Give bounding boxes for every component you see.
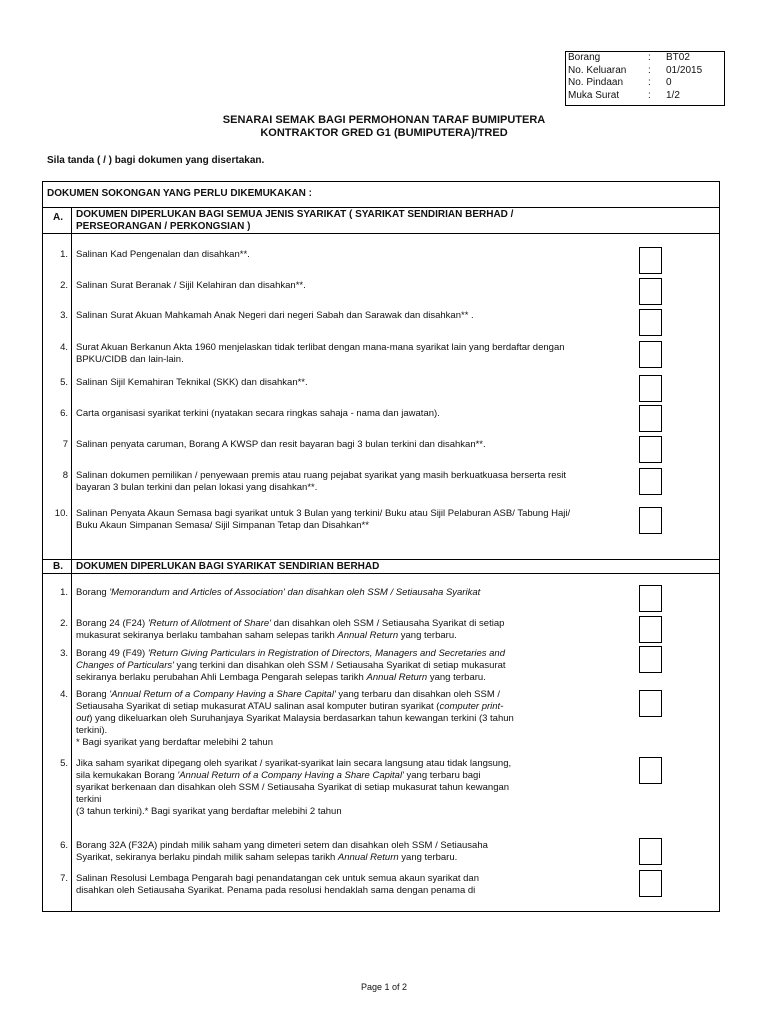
- checkbox[interactable]: [639, 838, 662, 865]
- section-a-header-line-2: PERSEORANGAN / PERKONGSIAN ): [76, 221, 251, 232]
- form-info-row: [568, 90, 702, 103]
- form-info-box: [565, 51, 725, 106]
- main-header: DOKUMEN SOKONGAN YANG PERLU DIKEMUKAKAN :: [47, 188, 313, 199]
- checkbox[interactable]: [639, 278, 662, 305]
- section-a-header-line-1: DOKUMEN DIPERLUKAN BAGI SEMUA JENIS SYARIKAT ( SYARIKAT SENDIRIAN BERHAD /: [76, 209, 514, 220]
- form-info-value: BT02: [666, 52, 690, 63]
- item-text: Salinan dokumen pemilikan / penyewaan premis atau ruang pejabat syarikat yang masih berkuatkuasa berserta resit bayaran 3 bulan terkini dan pelan lokasi yang disahkan**.: [76, 470, 567, 493]
- item-text: Salinan penyata caruman, Borang A KWSP dan resit bayaran bagi 3 bulan terkini dan disahkan**.: [76, 439, 486, 450]
- page-footer: Page 1 of 2: [360, 982, 408, 992]
- row-divider: [42, 207, 720, 208]
- item-number: 6.: [60, 408, 68, 419]
- item-number: 6.: [60, 840, 68, 851]
- form-info-key: No. Keluaran: [568, 64, 627, 76]
- form-info-key: Borang: [568, 52, 601, 63]
- form-info-sep: :: [648, 90, 651, 102]
- item-number: 3.: [60, 648, 68, 659]
- item-text: Carta organisasi syarikat terkini (nyatakan secara ringkas sahaja - nama dan jawatan).: [76, 408, 440, 419]
- item-text: Borang 'Annual Return of a Company Having a Share Capital' yang terbaru dan disahkan oleh SSM / Setiausaha Syarikat di setiap mukasurat ATAU salinan asal komputer butiran syarikat (computer print- out) yang dikeluarkan oleh Suruhanjaya Syarikat Malaysia berdasarkan tahun kewangan terkini (3 tahun terkini). * Bagi syarikat yang berdaftar melebihi 2 tahun: [76, 689, 514, 748]
- checkbox[interactable]: [639, 247, 662, 274]
- checkbox[interactable]: [639, 405, 662, 432]
- checkbox[interactable]: [639, 585, 662, 612]
- item-text: Salinan Sijil Kemahiran Teknikal (SKK) dan disahkan**.: [76, 377, 308, 388]
- form-info-table: [568, 52, 702, 103]
- item-text: Borang 49 (F49) 'Return Giving Particulars in Registration of Directors, Managers and Secretaries and Changes of Particulars' yang terkini dan disahkan oleh SSM / Setiausaha Syarikat di setiap mukasurat sekiranya berlaku perubahan Ahli Lembaga Pengarah selepas tarikh Annual Return yang terbaru.: [76, 648, 506, 683]
- section-b-letter: B.: [53, 561, 63, 572]
- title-line-2: KONTRAKTOR GRED G1 (BUMIPUTERA)/TRED: [260, 127, 508, 139]
- item-text: Borang 32A (F32A) pindah milik saham yang dimeteri setem dan disahkan oleh SSM / Setiausaha Syarikat, sekiranya berlaku pindah milik saham selepas tarikh Annual Return yang terbaru.: [76, 840, 488, 863]
- form-info-key: No. Pindaan: [568, 77, 624, 89]
- item-number: 5.: [60, 758, 68, 769]
- section-a-letter: A.: [53, 212, 63, 223]
- row-divider: [42, 559, 720, 560]
- item-number: 4.: [60, 689, 68, 700]
- checkbox[interactable]: [639, 375, 662, 402]
- item-number: 2.: [60, 280, 68, 291]
- form-info-value: 1/2: [666, 90, 680, 102]
- title-line-1: SENARAI SEMAK BAGI PERMOHONAN TARAF BUMIPUTERA: [222, 114, 546, 126]
- item-text: Salinan Resolusi Lembaga Pengarah bagi penandatangan cek untuk semua akaun syarikat dan disahkan oleh Setiausaha Syarikat. Penama pada resolusi hendaklah sama dengan penama di: [76, 873, 479, 896]
- item-text: Salinan Penyata Akaun Semasa bagi syarikat untuk 3 Bulan yang terkini/ Buku atau Sijil Pelaburan ASB/ Tabung Haji/ Buku Akaun Simpanan Semasa/ Sijil Simpanan Tetap dan Disahkan**: [76, 508, 571, 531]
- section-a-header: [76, 209, 513, 233]
- item-number: 1.: [60, 587, 68, 598]
- item-text: Salinan Kad Pengenalan dan disahkan**.: [76, 249, 250, 260]
- column-divider: [71, 208, 72, 912]
- row-divider: [42, 233, 720, 234]
- checkbox[interactable]: [639, 309, 662, 336]
- form-info-row: [568, 77, 702, 90]
- checkbox[interactable]: [639, 757, 662, 784]
- checkbox[interactable]: [639, 507, 662, 534]
- item-text: Borang 24 (F24) 'Return of Allotment of Share' dan disahkan oleh SSM / Setiausaha Syarikat di setiap mukasurat sekiranya berlaku tambahan saham selepas tarikh Annual Return yang terbaru.: [76, 618, 505, 641]
- item-number: 7: [62, 439, 68, 450]
- item-number: 7.: [60, 873, 68, 884]
- form-info-value: 0: [666, 77, 672, 89]
- page-title: [0, 114, 768, 140]
- item-number: 3.: [60, 310, 68, 321]
- checkbox[interactable]: [639, 436, 662, 463]
- form-info-row: [568, 65, 702, 78]
- checkbox[interactable]: [639, 646, 662, 673]
- form-info-key: Muka Surat: [568, 90, 620, 102]
- checkbox[interactable]: [639, 468, 662, 495]
- item-number: 4.: [60, 342, 68, 353]
- checkbox[interactable]: [639, 341, 662, 368]
- form-info-value: 01/2015: [666, 64, 703, 76]
- item-text: Surat Akuan Berkanun Akta 1960 menjelaskan tidak terlibat dengan mana-mana syarikat lain yang berdaftar dengan BPKU/CIDB dan lain-lain.: [76, 342, 565, 365]
- checkbox[interactable]: [639, 616, 662, 643]
- item-number: 2.: [60, 618, 68, 629]
- form-info-sep: :: [648, 52, 651, 63]
- row-divider: [42, 573, 720, 574]
- item-number: 10.: [54, 508, 68, 519]
- form-info-sep: :: [648, 64, 651, 76]
- form-info-sep: :: [648, 77, 651, 89]
- checkbox[interactable]: [639, 870, 662, 897]
- item-number: 5.: [60, 377, 68, 388]
- item-text: Salinan Surat Akuan Mahkamah Anak Negeri dari negeri Sabah dan Sarawak dan disahkan** .: [76, 310, 474, 321]
- item-text: Salinan Surat Beranak / Sijil Kelahiran dan disahkan**.: [76, 280, 306, 291]
- item-text: Borang 'Memorandum and Articles of Association' dan disahkan oleh SSM / Setiausaha Syarikat: [76, 587, 481, 598]
- item-text: Jika saham syarikat dipegang oleh syarikat / syarikat-syarikat lain secara langsung atau tidak langsung, sila kemukakan Borang 'Annual Return of a Company Having a Share Capital' yang terbaru bagi syarikat berkenaan dan disahkan oleh SSM / Setiausaha Syarikat di setiap mukasurat tahun kewangan terkini (3 tahun terkini).* Bagi syarikat yang berdaftar melebihi 2 tahun: [76, 758, 512, 817]
- checkbox[interactable]: [639, 690, 662, 717]
- form-info-row: [568, 52, 702, 65]
- item-number: 8: [62, 470, 68, 481]
- instruction-text: Sila tanda ( / ) bagi dokumen yang disertakan.: [47, 155, 265, 166]
- item-number: 1.: [60, 249, 68, 260]
- section-b-header: DOKUMEN DIPERLUKAN BAGI SYARIKAT SENDIRIAN BERHAD: [76, 561, 380, 572]
